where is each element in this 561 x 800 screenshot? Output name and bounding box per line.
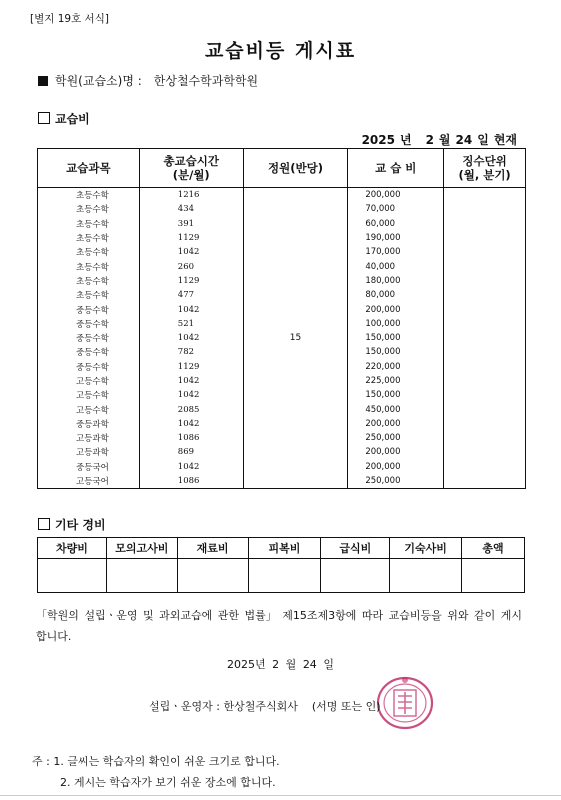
- fee-subject-cell: 고등국어: [38, 474, 140, 488]
- fee-filler-cell: [139, 488, 243, 489]
- fee-capacity-cell: 15: [243, 188, 348, 489]
- header-unit-line1: 징수단위: [462, 154, 507, 168]
- fee-hours-cell: 391: [139, 217, 243, 231]
- fee-amount-cell: 70,000: [348, 202, 444, 216]
- fee-subject-cell: 중등수학: [38, 317, 140, 331]
- founder-label: 설립ㆍ운영자 :: [149, 700, 220, 713]
- other-value-cell: [248, 559, 321, 593]
- fee-amount-cell: 150,000: [348, 388, 444, 402]
- fee-amount-cell: 200,000: [348, 460, 444, 474]
- sign-day-unit: 일: [323, 658, 334, 671]
- notes-prefix: 주 :: [32, 755, 50, 768]
- fee-hours-cell: 1042: [139, 388, 243, 402]
- as-of-date: [357, 131, 517, 148]
- academy-line: [38, 72, 258, 89]
- fee-subject-cell: 초등수학: [38, 274, 140, 288]
- fee-amount-cell: 190,000: [348, 231, 444, 245]
- fee-subject-cell: 중등수학: [38, 345, 140, 359]
- fee-amount-cell: 180,000: [348, 274, 444, 288]
- fee-amount-cell: 200,000: [348, 188, 444, 203]
- other-header-cell: 차량비: [38, 538, 107, 559]
- fee-subject-cell: 고등과학: [38, 431, 140, 445]
- fee-hours-cell: 1042: [139, 417, 243, 431]
- fee-header-row: [38, 149, 526, 188]
- other-header-row: [38, 538, 525, 559]
- scan-edge: [0, 795, 561, 796]
- other-header-cell: 총액: [462, 538, 525, 559]
- fee-filler-cell: [348, 488, 444, 489]
- date-month-unit: 월: [438, 133, 451, 147]
- fee-subject-cell: 초등수학: [38, 245, 140, 259]
- founder-line: [149, 698, 381, 714]
- other-value-cell: [390, 559, 462, 593]
- filled-square-icon: [38, 76, 48, 86]
- fee-amount-cell: 225,000: [348, 374, 444, 388]
- fee-amount-cell: 170,000: [348, 245, 444, 259]
- sign-day: 24: [302, 658, 317, 671]
- note-line-1: [32, 751, 280, 772]
- header-unit-line2: (월, 분기): [458, 168, 511, 182]
- fee-subject-cell: 고등과학: [38, 445, 140, 459]
- fee-row: [38, 188, 526, 203]
- fee-subject-cell: 중등과학: [38, 417, 140, 431]
- other-value-cell: [38, 559, 107, 593]
- page-title: 교습비등 게시표: [204, 40, 357, 62]
- fee-hours-cell: 782: [139, 345, 243, 359]
- fee-hours-cell: 260: [139, 259, 243, 273]
- fee-amount-cell: 200,000: [348, 445, 444, 459]
- header-hours-line1: 총교습시간: [163, 154, 219, 168]
- fee-amount-cell: 60,000: [348, 217, 444, 231]
- fee-hours-cell: 477: [139, 288, 243, 302]
- fee-hours-cell: 1129: [139, 360, 243, 374]
- fee-subject-cell: 고등수학: [38, 374, 140, 388]
- fee-hours-cell: 1042: [139, 374, 243, 388]
- other-header-cell: 피복비: [248, 538, 321, 559]
- fee-subject-cell: 초등수학: [38, 288, 140, 302]
- header-fee: 교 습 비: [348, 149, 444, 188]
- note-line-2: [32, 772, 280, 793]
- fee-table: [37, 148, 526, 489]
- fee-filler-cell: [38, 488, 140, 489]
- date-day-unit: 일: [477, 133, 489, 147]
- fee-hours-cell: 1042: [139, 245, 243, 259]
- note-item-2: 2. 게시는 학습자가 보기 쉬운 장소에 합니다.: [60, 776, 276, 789]
- form-number: [별지 19호 서식]: [30, 13, 109, 25]
- academy-name: 한상철수학과학학원: [153, 74, 259, 88]
- fee-subject-cell: 고등수학: [38, 388, 140, 402]
- checkbox-icon: [38, 518, 50, 530]
- fee-hours-cell: 521: [139, 317, 243, 331]
- sign-month: 2: [272, 658, 280, 671]
- header-hours-line2: (분/월): [172, 168, 210, 182]
- date-year: 2025: [361, 133, 395, 147]
- other-value-cell: [462, 559, 525, 593]
- checkbox-icon: [38, 112, 50, 124]
- fee-subject-cell: 초등수학: [38, 217, 140, 231]
- fee-hours-cell: 1129: [139, 274, 243, 288]
- sign-year: 2025: [227, 658, 256, 671]
- other-expenses-table: [37, 537, 525, 593]
- date-suffix: 현재: [493, 133, 517, 147]
- fee-amount-cell: 250,000: [348, 474, 444, 488]
- date-month: 2: [425, 133, 434, 147]
- header-hours: [139, 149, 243, 188]
- fee-unit-cell: [444, 188, 526, 489]
- fee-hours-cell: 434: [139, 202, 243, 216]
- law-statement: 「학원의 설립ㆍ운영 및 과외교습에 관한 법률」 제15조제3항에 따라 교습비등을 위와 같이 게시합니다.: [36, 609, 522, 643]
- date-year-unit: 년: [399, 133, 412, 147]
- other-header-cell: 급식비: [321, 538, 390, 559]
- other-header-cell: 기숙사비: [390, 538, 462, 559]
- fee-amount-cell: 40,000: [348, 259, 444, 273]
- other-value-cell: [177, 559, 248, 593]
- fee-amount-cell: 220,000: [348, 360, 444, 374]
- fee-subject-cell: 중등국어: [38, 460, 140, 474]
- other-heading-text: 기타 경비: [55, 518, 106, 532]
- other-section-heading: [38, 516, 106, 533]
- other-value-row: [38, 559, 525, 593]
- date-day: 24: [455, 133, 473, 147]
- fee-hours-cell: 1042: [139, 302, 243, 316]
- fee-amount-cell: 80,000: [348, 288, 444, 302]
- fee-hours-cell: 1086: [139, 474, 243, 488]
- other-header-cell: 재료비: [177, 538, 248, 559]
- note-item-1: 1. 글씨는 학습자의 확인이 쉬운 크기로 합니다.: [53, 755, 280, 768]
- fee-amount-cell: 150,000: [348, 331, 444, 345]
- fee-subject-cell: 중등수학: [38, 302, 140, 316]
- notes: [32, 751, 280, 793]
- fee-subject-cell: 중등수학: [38, 331, 140, 345]
- header-capacity: 정원(반당): [243, 149, 348, 188]
- header-subject: 교습과목: [38, 149, 140, 188]
- fee-amount-cell: 450,000: [348, 402, 444, 416]
- other-header-cell: 모의고사비: [106, 538, 177, 559]
- sign-month-unit: 월: [285, 658, 297, 671]
- founder-name: 한상철주식회사: [223, 700, 298, 713]
- fee-hours-cell: 1129: [139, 231, 243, 245]
- academy-label: 학원(교습소)명 :: [55, 74, 142, 88]
- sign-year-unit: 년: [255, 658, 266, 671]
- fee-hours-cell: 1086: [139, 431, 243, 445]
- fee-amount-cell: 100,000: [348, 317, 444, 331]
- sign-or-seal-label: (서명 또는 인): [311, 700, 381, 713]
- fee-subject-cell: 고등수학: [38, 402, 140, 416]
- fee-section-heading: [38, 110, 90, 127]
- header-unit: [444, 149, 526, 188]
- company-seal-icon: [374, 674, 436, 732]
- fee-hours-cell: 1042: [139, 331, 243, 345]
- other-value-cell: [106, 559, 177, 593]
- fee-subject-cell: 초등수학: [38, 188, 140, 203]
- fee-amount-cell: 150,000: [348, 345, 444, 359]
- fee-hours-cell: 1042: [139, 460, 243, 474]
- fee-amount-cell: 250,000: [348, 431, 444, 445]
- fee-hours-cell: 2085: [139, 402, 243, 416]
- signature-date: [0, 656, 561, 672]
- fee-subject-cell: 중등수학: [38, 360, 140, 374]
- fee-hours-cell: 1216: [139, 188, 243, 203]
- fee-subject-cell: 초등수학: [38, 259, 140, 273]
- fee-hours-cell: 869: [139, 445, 243, 459]
- fee-subject-cell: 초등수학: [38, 202, 140, 216]
- fee-heading-text: 교습비: [55, 112, 90, 126]
- other-value-cell: [321, 559, 390, 593]
- fee-amount-cell: 200,000: [348, 417, 444, 431]
- fee-subject-cell: 초등수학: [38, 231, 140, 245]
- fee-amount-cell: 200,000: [348, 302, 444, 316]
